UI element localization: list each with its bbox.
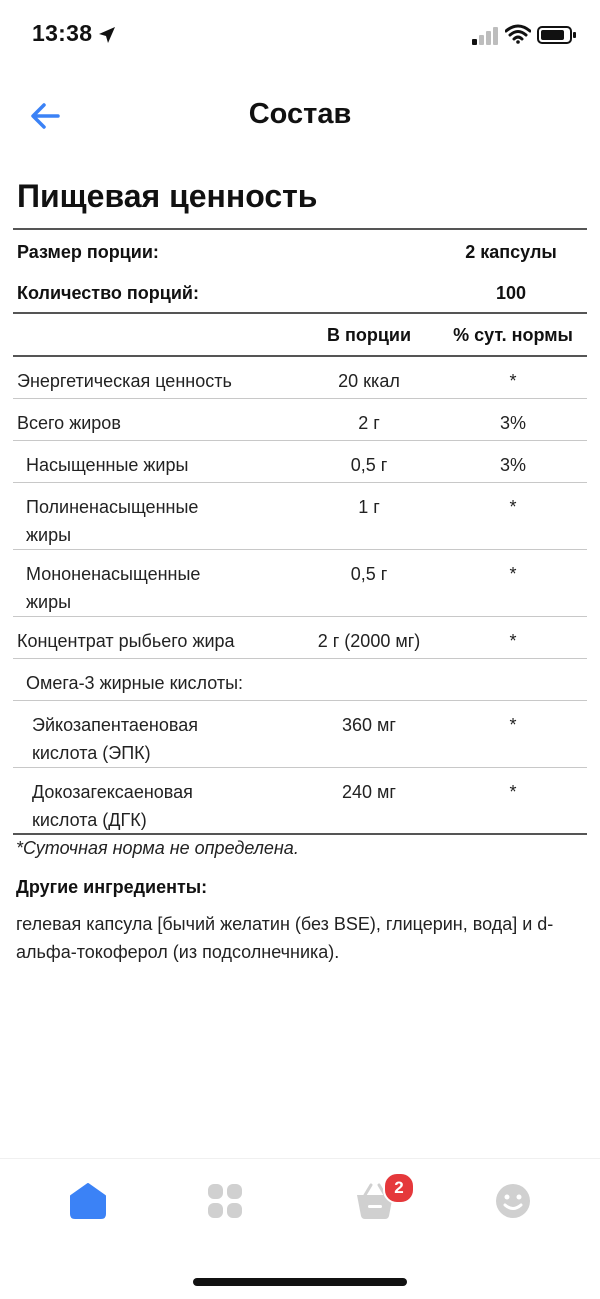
- section-title: Пищевая ценность: [17, 178, 318, 214]
- nutrient-amount: 2 г (2000 мг): [317, 631, 421, 651]
- nutrient-amount: 0,5 г: [350, 564, 388, 584]
- nutrient-daily: *: [509, 497, 517, 517]
- wifi-icon: [505, 24, 531, 44]
- nutrient-amount: 360 мг: [342, 715, 396, 735]
- column-header-daily: % сут. нормы: [453, 325, 573, 345]
- nutrient-daily: *: [509, 371, 517, 391]
- nutrient-amount: 2 г: [358, 413, 380, 433]
- other-ingredients-text: гелевая капсула [бычий желатин (без BSE), глицерин, вода] и d-альфа-токоферол (из подсолнечника).: [16, 914, 554, 962]
- table-row: [13, 617, 587, 659]
- nutrient-daily: *: [509, 631, 517, 651]
- nutrient-daily: *: [509, 715, 517, 735]
- other-ingredients-title: Другие ингредиенты:: [16, 877, 208, 897]
- status-time: 13:38: [32, 20, 93, 46]
- servings-label: Количество порций:: [17, 283, 199, 303]
- battery-icon: [537, 25, 577, 45]
- nutrient-name: Докозагексаеновая кислота (ДГК): [32, 782, 193, 830]
- table-header: [13, 312, 587, 357]
- nutrient-name: Мононенасыщенные жиры: [26, 564, 201, 612]
- home-icon[interactable]: [68, 1181, 108, 1221]
- nutrient-amount: 1 г: [358, 497, 380, 517]
- servings-row: [13, 271, 587, 312]
- table-row: [13, 659, 587, 701]
- cart-badge: 2: [383, 1172, 415, 1204]
- nutrition-table: [13, 228, 587, 835]
- nutrient-name: Энергетическая ценность: [17, 371, 232, 391]
- table-row: [13, 357, 587, 399]
- table-row: [13, 550, 587, 617]
- serving-size-value: 2 капсулы: [465, 242, 557, 262]
- home-indicator: [193, 1278, 407, 1286]
- cellular-signal-icon: [472, 27, 500, 45]
- column-header-per-serving: В порции: [326, 325, 412, 345]
- serving-size-row: [13, 230, 587, 271]
- table-row: [13, 483, 587, 550]
- table-row: [13, 701, 587, 768]
- status-bar: [0, 0, 600, 72]
- nutrient-name: Концентрат рыбьего жира: [17, 631, 235, 651]
- nutrient-name: Эйкозапентаеновая кислота (ЭПК): [32, 715, 198, 763]
- table-row: [13, 768, 587, 835]
- catalog-grid-icon[interactable]: [205, 1181, 245, 1221]
- nutrient-name: Полиненасыщенные жиры: [26, 497, 199, 545]
- nutrient-daily: 3%: [499, 413, 526, 433]
- nutrient-daily: *: [509, 564, 517, 584]
- footnote: *Суточная норма не определена.: [16, 838, 299, 858]
- serving-size-label: Размер порции:: [17, 242, 159, 262]
- servings-value: 100: [495, 283, 527, 303]
- header: [0, 80, 600, 150]
- table-row: [13, 399, 587, 441]
- nutrient-name: Насыщенные жиры: [26, 455, 189, 475]
- nutrient-daily: *: [509, 782, 517, 802]
- nutrient-name: Омега-3 жирные кислоты:: [26, 673, 244, 693]
- nutrient-daily: 3%: [499, 455, 526, 475]
- nutrient-amount: 240 мг: [342, 782, 396, 802]
- nutrient-amount: 20 ккал: [338, 371, 400, 391]
- table-row: [13, 441, 587, 483]
- nutrient-name: Всего жиров: [17, 413, 121, 433]
- location-arrow-icon: [97, 25, 117, 45]
- page-title: Состав: [248, 98, 352, 130]
- profile-smiley-icon[interactable]: [493, 1181, 533, 1221]
- nutrient-amount: 0,5 г: [350, 455, 388, 475]
